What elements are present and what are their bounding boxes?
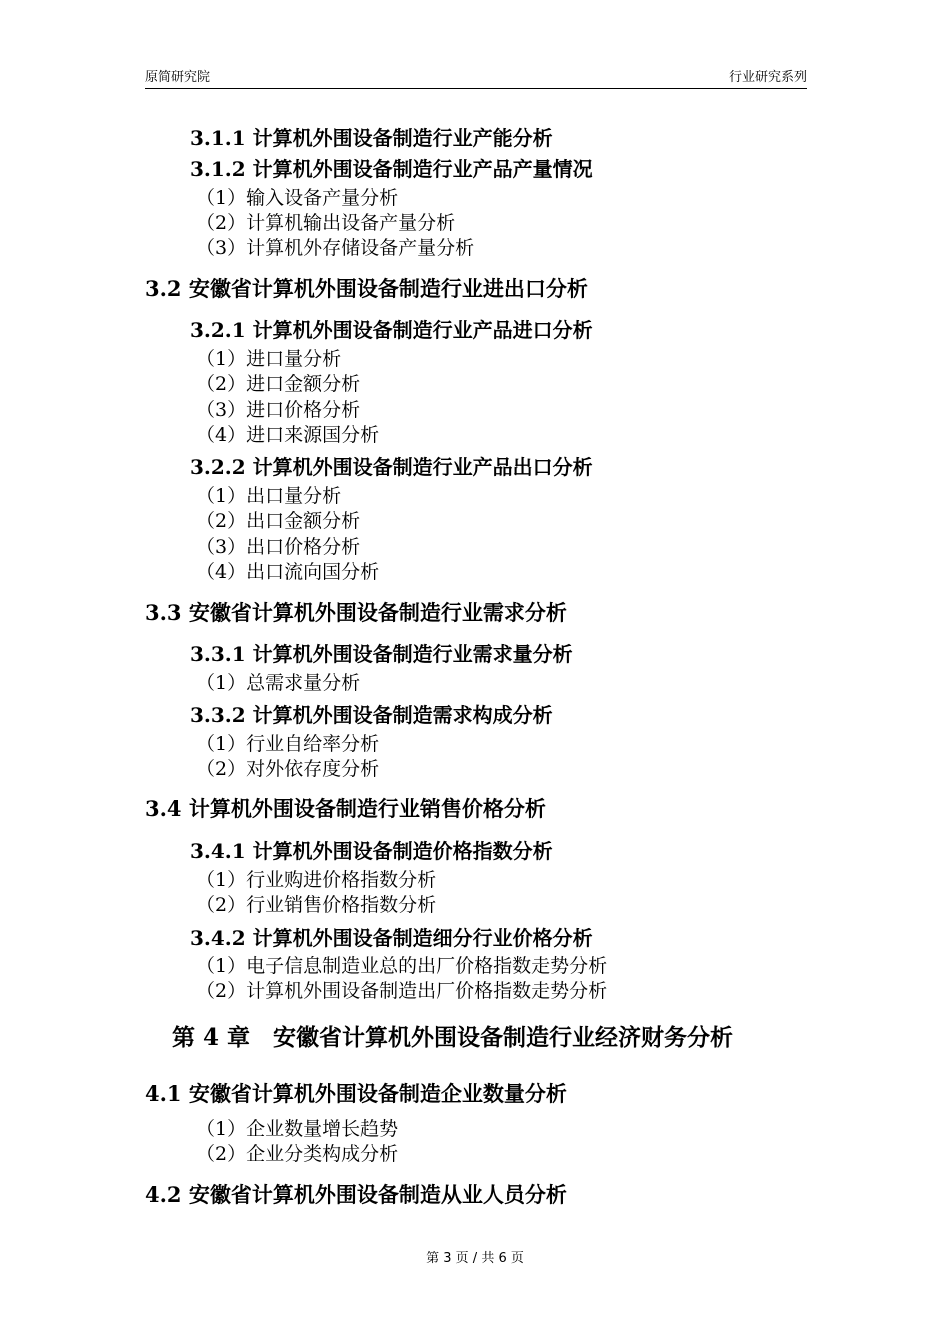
toc-section: 4.2 安徽省计算机外围设备制造从业人员分析: [145, 1182, 567, 1207]
toc-item: （1）出口量分析: [196, 485, 342, 507]
toc-subsection: 3.1.1 计算机外围设备制造行业产能分析: [190, 126, 553, 150]
toc-item: （1）进口量分析: [196, 348, 342, 370]
toc-item: （2）企业分类构成分析: [196, 1143, 399, 1165]
toc-section: 4.1 安徽省计算机外围设备制造企业数量分析: [145, 1081, 567, 1106]
toc-section: 3.3 安徽省计算机外围设备制造行业需求分析: [145, 600, 567, 625]
toc-subsection: 3.3.1 计算机外围设备制造行业需求量分析: [190, 642, 573, 666]
header-series: 行业研究系列: [728, 70, 807, 85]
toc-section: 3.4 计算机外围设备制造行业销售价格分析: [145, 796, 546, 821]
page-number: 第 3 页 / 共 6 页: [426, 1251, 524, 1266]
toc-subsection: 3.1.2 计算机外围设备制造行业产品产量情况: [190, 157, 593, 181]
page-header: [145, 66, 807, 89]
toc-subsection: 3.4.2 计算机外围设备制造细分行业价格分析: [190, 926, 593, 950]
toc-item: （4）进口来源国分析: [196, 424, 380, 446]
toc-subsection: 3.2.1 计算机外围设备制造行业产品进口分析: [190, 318, 593, 342]
toc-item: （2）行业销售价格指数分析: [196, 894, 437, 916]
toc-item: （4）出口流向国分析: [196, 561, 380, 583]
toc-item: （1）行业购进价格指数分析: [196, 869, 437, 891]
toc-item: （1）输入设备产量分析: [196, 187, 399, 209]
toc-item: （2）计算机输出设备产量分析: [196, 212, 456, 234]
toc-subsection: 3.3.2 计算机外围设备制造需求构成分析: [190, 703, 553, 727]
toc-item: （3）计算机外存储设备产量分析: [196, 237, 475, 259]
toc-item: （2）计算机外围设备制造出厂价格指数走势分析: [196, 980, 608, 1002]
toc-item: （2）对外依存度分析: [196, 758, 380, 780]
toc-item: （1）电子信息制造业总的出厂价格指数走势分析: [196, 955, 608, 977]
toc-subsection: 3.2.2 计算机外围设备制造行业产品出口分析: [190, 455, 593, 479]
toc-item: （1）企业数量增长趋势: [196, 1118, 399, 1140]
toc-item: （2）进口金额分析: [196, 373, 361, 395]
toc-subsection: 3.4.1 计算机外围设备制造价格指数分析: [190, 839, 553, 863]
toc-item: （1）总需求量分析: [196, 672, 361, 694]
toc-item: （3）出口价格分析: [196, 536, 361, 558]
toc-item: （1）行业自给率分析: [196, 733, 380, 755]
toc-item: （3）进口价格分析: [196, 399, 361, 421]
toc-chapter: 第 4 章 安徽省计算机外围设备制造行业经济财务分析: [172, 1024, 734, 1051]
header-publisher: 原简研究院: [145, 70, 211, 85]
toc-section: 3.2 安徽省计算机外围设备制造行业进出口分析: [145, 276, 588, 301]
toc-item: （2）出口金额分析: [196, 510, 361, 532]
